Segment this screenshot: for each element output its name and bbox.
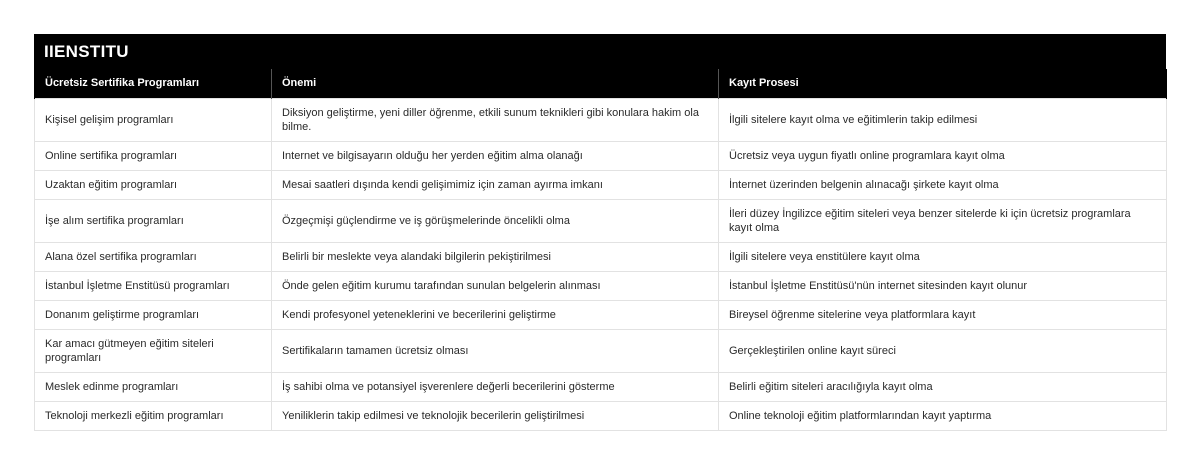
column-header-program: Ücretsiz Sertifika Programları xyxy=(35,69,272,98)
brand-header xyxy=(34,34,1166,69)
table-row xyxy=(35,242,1167,271)
cell-importance: Mesai saatleri dışında kendi gelişimimiz için zaman ayırma imkanı xyxy=(272,170,719,199)
cell-registration: İlgili sitelere kayıt olma ve eğitimlerin takip edilmesi xyxy=(719,98,1167,141)
cell-importance: Belirli bir meslekte veya alandaki bilgilerin pekiştirilmesi xyxy=(272,242,719,271)
certificate-table-container xyxy=(34,34,1166,431)
table-row xyxy=(35,199,1167,242)
cell-registration: İleri düzey İngilizce eğitim siteleri veya benzer sitelerde ki için ücretsiz programlara kayıt olma xyxy=(719,199,1167,242)
cell-importance: İş sahibi olma ve potansiyel işverenlere değerli becerilerini gösterme xyxy=(272,372,719,401)
cell-program: İşe alım sertifika programları xyxy=(35,199,272,242)
column-header-importance: Önemi xyxy=(272,69,719,98)
table-row xyxy=(35,300,1167,329)
cell-registration: İstanbul İşletme Enstitüsü'nün internet sitesinden kayıt olunur xyxy=(719,271,1167,300)
cell-importance: Sertifikaların tamamen ücretsiz olması xyxy=(272,329,719,372)
table-row xyxy=(35,271,1167,300)
table-row xyxy=(35,329,1167,372)
table-row xyxy=(35,372,1167,401)
table-row xyxy=(35,141,1167,170)
brand-title: IIENSTITU xyxy=(44,41,129,61)
cell-registration: İlgili sitelere veya enstitülere kayıt olma xyxy=(719,242,1167,271)
cell-importance: Özgeçmişi güçlendirme ve iş görüşmelerinde öncelikli olma xyxy=(272,199,719,242)
cell-program: Online sertifika programları xyxy=(35,141,272,170)
cell-program: Uzaktan eğitim programları xyxy=(35,170,272,199)
cell-program: Donanım geliştirme programları xyxy=(35,300,272,329)
cell-registration: Gerçekleştirilen online kayıt süreci xyxy=(719,329,1167,372)
cell-importance: Önde gelen eğitim kurumu tarafından sunulan belgelerin alınması xyxy=(272,271,719,300)
certificate-programs-table xyxy=(34,69,1167,431)
cell-importance: Kendi profesyonel yeteneklerini ve becerilerini geliştirme xyxy=(272,300,719,329)
table-row xyxy=(35,98,1167,141)
cell-program: İstanbul İşletme Enstitüsü programları xyxy=(35,271,272,300)
cell-importance: Yeniliklerin takip edilmesi ve teknolojik becerilerin geliştirilmesi xyxy=(272,401,719,430)
cell-program: Kar amacı gütmeyen eğitim siteleri programları xyxy=(35,329,272,372)
cell-registration: Online teknoloji eğitim platformlarından kayıt yaptırma xyxy=(719,401,1167,430)
table-row xyxy=(35,401,1167,430)
cell-program: Kişisel gelişim programları xyxy=(35,98,272,141)
cell-importance: Internet ve bilgisayarın olduğu her yerden eğitim alma olanağı xyxy=(272,141,719,170)
table-row xyxy=(35,170,1167,199)
cell-registration: Ücretsiz veya uygun fiyatlı online programlara kayıt olma xyxy=(719,141,1167,170)
cell-importance: Diksiyon geliştirme, yeni diller öğrenme, etkili sunum teknikleri gibi konulara hakim ola bilme. xyxy=(272,98,719,141)
cell-program: Teknoloji merkezli eğitim programları xyxy=(35,401,272,430)
cell-program: Meslek edinme programları xyxy=(35,372,272,401)
table-header-row xyxy=(35,69,1167,98)
cell-registration: Belirli eğitim siteleri aracılığıyla kayıt olma xyxy=(719,372,1167,401)
cell-registration: Bireysel öğrenme sitelerine veya platformlara kayıt xyxy=(719,300,1167,329)
column-header-registration: Kayıt Prosesi xyxy=(719,69,1167,98)
cell-registration: İnternet üzerinden belgenin alınacağı şirkete kayıt olma xyxy=(719,170,1167,199)
cell-program: Alana özel sertifika programları xyxy=(35,242,272,271)
